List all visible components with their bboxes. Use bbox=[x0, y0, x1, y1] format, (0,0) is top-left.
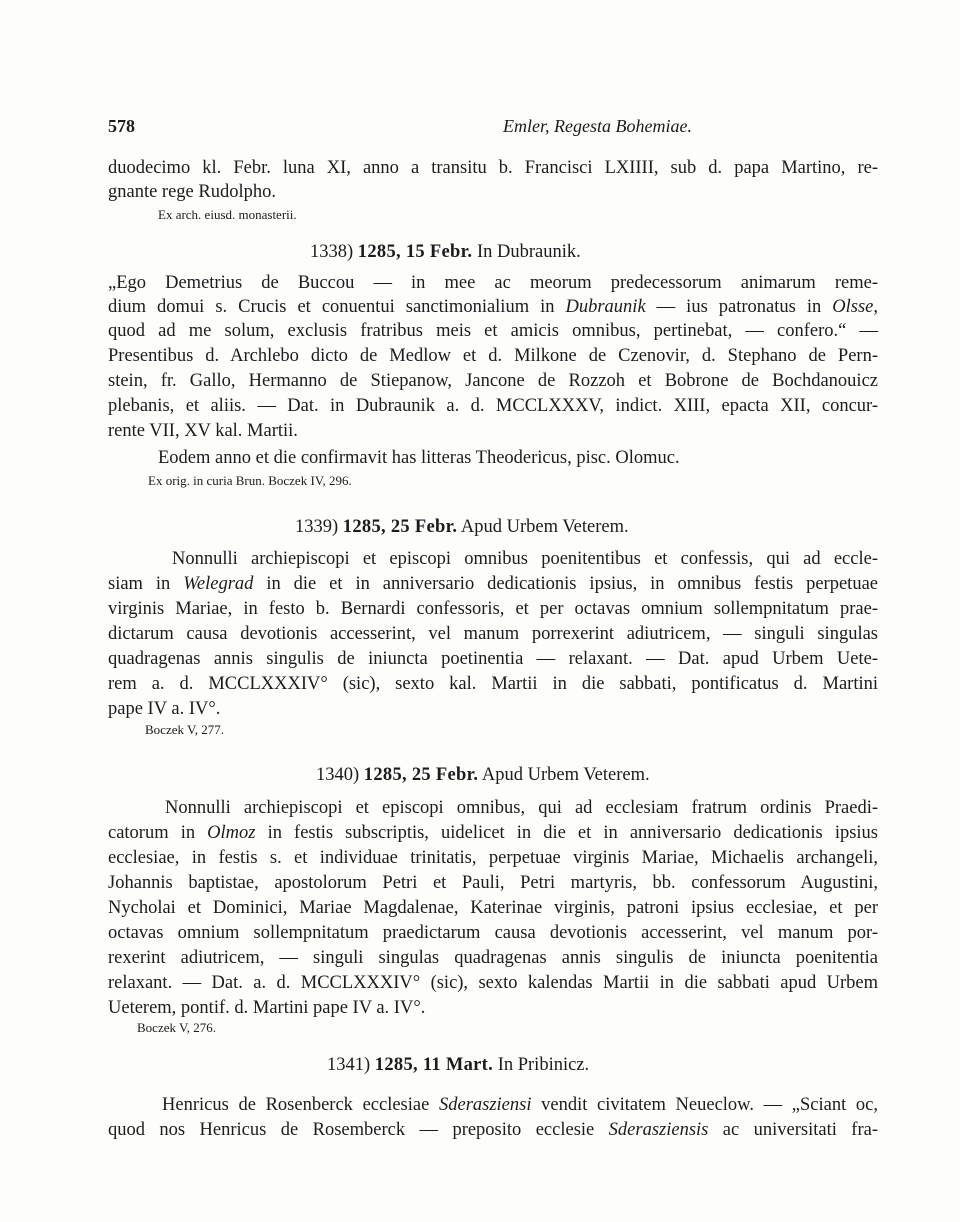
text-line: quadragenas annis singulis de iniuncta poetinentia — relaxant. — Dat. apud Urbem Uete- bbox=[108, 649, 878, 669]
entry-number: 1338) bbox=[310, 242, 354, 262]
italic-place-name: Olsse, bbox=[832, 297, 878, 317]
text-line: rexerint adiutricem, — singuli singulas quadragenas annis singulis de iniuncta poenitentia bbox=[108, 948, 878, 968]
text-line: „Ego Demetrius de Buccou — in mee ac meorum predecessorum animarum reme- bbox=[108, 273, 878, 293]
text-line: catorum in Olmoz in festis subscriptis, uidelicet in die et in anniversario dedicationis ipsius bbox=[108, 823, 878, 843]
text-line: Nycholai et Dominici, Mariae Magdalenae, Katerinae virginis, patroni ipsius ecclesiae, et per bbox=[108, 898, 878, 918]
text-line: duodecimo kl. Febr. luna XI, anno a transitu b. Francisci LXIIII, sub d. papa Martino, re- bbox=[108, 158, 878, 178]
source-note: Ex arch. eiusd. monasterii. bbox=[158, 207, 297, 222]
entry-place: Apud Urbem Veterem. bbox=[481, 765, 650, 785]
source-note: Boczek V, 277. bbox=[145, 722, 224, 737]
text-line: relaxant. — Dat. a. d. MCCLXXXIV° (sic), sexto kalendas Martii in die sabbati apud Urbem bbox=[108, 973, 878, 993]
running-title: Emler, Regesta Bohemiae. bbox=[503, 116, 692, 136]
source-note: Boczek V, 276. bbox=[137, 1020, 216, 1035]
page-number: 578 bbox=[108, 116, 135, 136]
text-line: quod ad me solum, exclusis fratribus meis et amicis omnibus, pertinebat, — confero.“ — bbox=[108, 321, 878, 341]
entry-number: 1340) bbox=[316, 765, 360, 785]
text-line: quod nos Henricus de Rosemberck — preposito ecclesie Sderasziensis ac universitati fra- bbox=[108, 1120, 878, 1140]
text-line: siam in Welegrad in die et in anniversario dedicationis ipsius, in omnibus festis perpetuae bbox=[108, 574, 878, 594]
italic-place-name: Olmoz bbox=[207, 823, 256, 843]
text-line: ecclesiae, in festis s. et individuae trinitatis, perpetuae virginis Mariae, Michaelis archangeli, bbox=[108, 848, 878, 868]
entry-place: Apud Urbem Veterem. bbox=[460, 517, 629, 537]
text-line: Nonnulli archiepiscopi et episcopi omnibus poenitentibus et confessis, qui ad eccle- bbox=[172, 549, 878, 569]
italic-place-name: Sderasziensis bbox=[608, 1120, 709, 1140]
italic-place-name: Sderasziensi bbox=[438, 1095, 532, 1115]
entry-place: In Pribinicz. bbox=[497, 1055, 590, 1075]
text-line: plebanis, et aliis. — Dat. in Dubraunik a. d. MCCLXXXV, indict. XIII, epacta XII, concur- bbox=[108, 396, 878, 416]
entry-date: 1285, 25 Febr. bbox=[342, 517, 458, 537]
text-line: dictarum causa devotionis accesserint, vel manum porrexerint adiutricem, — singuli singulas bbox=[108, 624, 878, 644]
text-line: rente VII, XV kal. Martii. bbox=[108, 421, 298, 441]
running-header bbox=[108, 114, 878, 138]
entry-date: 1285, 15 Febr. bbox=[357, 242, 473, 262]
entry-heading bbox=[327, 1053, 589, 1077]
entry-date: 1285, 25 Febr. bbox=[363, 765, 479, 785]
text-line: Eodem anno et die confirmavit has litteras Theodericus, pisc. Olomuc. bbox=[158, 448, 680, 468]
italic-place-name: Welegrad bbox=[183, 574, 254, 594]
text-line: octavas omnium sollempnitatum praedictarum causa devotionis accesserint, vel manum por- bbox=[108, 923, 878, 943]
entry-number: 1341) bbox=[327, 1055, 371, 1075]
entry-heading bbox=[295, 515, 629, 539]
text-line: stein, fr. Gallo, Hermanno de Stiepanow, Jancone de Rozzoh et Bobrone de Bochdanouicz bbox=[108, 371, 878, 391]
entry-place: In Dubraunik. bbox=[476, 242, 581, 262]
italic-place-name: Dubraunik bbox=[565, 297, 646, 317]
text-line: Johannis baptistae, apostolorum Petri et Pauli, Petri martyris, bb. confessorum Augustini, bbox=[108, 873, 878, 893]
entry-heading bbox=[316, 763, 650, 787]
text-line: Henricus de Rosenberck ecclesiae Sderasziensi vendit civitatem Neueclow. — „Sciant oc, bbox=[162, 1095, 878, 1115]
source-note: Ex orig. in curia Brun. Boczek IV, 296. bbox=[148, 473, 352, 488]
text-line: Ueterem, pontif. d. Martini pape IV a. IV°. bbox=[108, 998, 426, 1018]
entry-date: 1285, 11 Mart. bbox=[374, 1055, 494, 1075]
text-line: pape IV a. IV°. bbox=[108, 699, 221, 719]
text-line: dium domui s. Crucis et conuentui sanctimonialium in Dubraunik — ius patronatus in Olsse, bbox=[108, 297, 878, 317]
text-line: virginis Mariae, in festo b. Bernardi confessoris, et per octavas omnium sollempnitatum prae- bbox=[108, 599, 878, 619]
text-line: gnante rege Rudolpho. bbox=[108, 182, 276, 202]
text-line: Nonnulli archiepiscopi et episcopi omnibus, qui ad ecclesiam fratrum ordinis Praedi- bbox=[165, 798, 878, 818]
entry-number: 1339) bbox=[295, 517, 339, 537]
text-line: rem a. d. MCCLXXXIV° (sic), sexto kal. Martii in die sabbati, pontificatus d. Martini bbox=[108, 674, 878, 694]
text-line: Presentibus d. Archlebo dicto de Medlow et d. Milkone de Czenovir, d. Stephano de Pern- bbox=[108, 346, 878, 366]
entry-heading bbox=[310, 240, 581, 264]
